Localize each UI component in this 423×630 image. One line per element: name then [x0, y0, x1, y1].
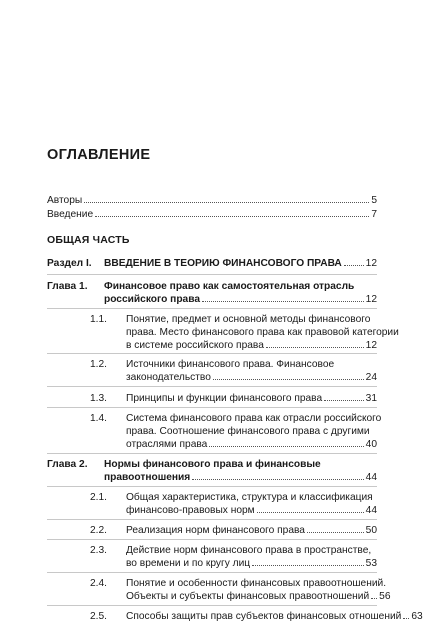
part-number: Раздел I. — [47, 258, 92, 269]
item-title-line: финансово-правовых норм — [126, 505, 255, 516]
item-title-line: Система финансового права как отрасли российского — [126, 413, 382, 424]
toc-entry-authors[interactable] — [47, 194, 377, 207]
divider — [47, 274, 377, 275]
item-number: 1.3. — [90, 393, 107, 404]
divider — [47, 407, 377, 408]
item-number: 2.2. — [90, 525, 107, 536]
item-title-line: права. Соотношение финансового права с другими — [126, 426, 370, 437]
entry-page: 12 — [365, 294, 377, 305]
item-number: 1.2. — [90, 359, 107, 370]
dot-leader — [324, 400, 364, 401]
entry-page: 12 — [365, 340, 377, 351]
entry-page: 44 — [365, 505, 377, 516]
item-title-line: отраслями права — [126, 439, 208, 450]
dot-leader — [344, 265, 364, 266]
part-title: ВВЕДЕНИЕ В ТЕОРИЮ ФИНАНСОВОГО ПРАВА — [104, 258, 342, 269]
dot-leader — [95, 216, 369, 217]
dot-leader — [192, 479, 363, 480]
entry-page: 63 — [411, 611, 423, 622]
item-number: 2.5. — [90, 611, 107, 622]
item-number: 1.4. — [90, 413, 107, 424]
dot-leader — [307, 532, 364, 533]
item-title-line: Принципы и функции финансового права — [126, 393, 323, 404]
dot-leader — [209, 446, 363, 447]
item-number: 1.1. — [90, 314, 107, 325]
item-title-line: права. Место финансового права как правовой категории — [126, 327, 399, 338]
entry-page: 56 — [379, 591, 391, 602]
divider — [47, 572, 377, 573]
dot-leader — [403, 618, 409, 619]
entry-page: 24 — [365, 372, 377, 383]
chapter-title-line: российского права — [104, 294, 201, 305]
divider — [47, 519, 377, 520]
entry-page: 53 — [365, 558, 377, 569]
divider — [47, 386, 377, 387]
toc-title: ОГЛАВЛЕНИЕ — [47, 147, 151, 163]
chapter-title-line: Финансовое право как самостоятельная отрасль — [104, 281, 355, 292]
entry-page: 31 — [365, 393, 377, 404]
item-number: 2.1. — [90, 492, 107, 503]
toc-page — [47, 0, 423, 630]
dot-leader — [84, 202, 369, 203]
dot-leader — [257, 512, 364, 513]
divider — [47, 353, 377, 354]
entry-page: 7 — [371, 209, 377, 220]
item-title-line: законодательство — [126, 372, 211, 383]
item-title-line: во времени и по кругу лиц — [126, 558, 251, 569]
item-title-line: Реализация норм финансового права — [126, 525, 305, 536]
entry-page: 50 — [365, 525, 377, 536]
item-title-line: Источники финансового права. Финансовое — [126, 359, 335, 370]
entry-page: 5 — [371, 195, 377, 206]
item-title-line: в системе российского права — [126, 340, 264, 351]
entry-page: 44 — [365, 472, 377, 483]
divider — [47, 605, 377, 606]
chapter-number: Глава 1. — [47, 281, 88, 292]
item-title-line: Общая характеристика, структура и классификация — [126, 492, 373, 503]
divider — [47, 453, 377, 454]
divider — [47, 486, 377, 487]
item-title-line: Понятие и особенности финансовых правоотношений. — [126, 578, 387, 589]
item-title-line: Действие норм финансового права в пространстве, — [126, 545, 372, 556]
divider — [47, 539, 377, 540]
item-title-line: Понятие, предмет и основной методы финансового — [126, 314, 371, 325]
section-heading-general: ОБЩАЯ ЧАСТЬ — [47, 234, 130, 246]
dot-leader — [371, 598, 377, 599]
entry-label: Авторы — [47, 195, 83, 206]
item-title-line: Способы защиты прав субъектов финансовых отношений — [126, 611, 402, 622]
item-number: 2.4. — [90, 578, 107, 589]
chapter-title-line: правоотношения — [104, 472, 191, 483]
dot-leader — [252, 565, 364, 566]
item-title-line: Объекты и субъекты финансовых правоотношений — [126, 591, 370, 602]
entry-page: 40 — [365, 439, 377, 450]
dot-leader — [266, 347, 364, 348]
divider — [47, 308, 377, 309]
entry-label: Введение — [47, 209, 94, 220]
chapter-title-line: Нормы финансового права и финансовые — [104, 459, 321, 470]
dot-leader — [202, 301, 364, 302]
item-number: 2.3. — [90, 545, 107, 556]
toc-entry-introduction[interactable] — [47, 208, 377, 221]
chapter-number: Глава 2. — [47, 459, 88, 470]
entry-page: 12 — [365, 258, 377, 269]
dot-leader — [213, 379, 364, 380]
